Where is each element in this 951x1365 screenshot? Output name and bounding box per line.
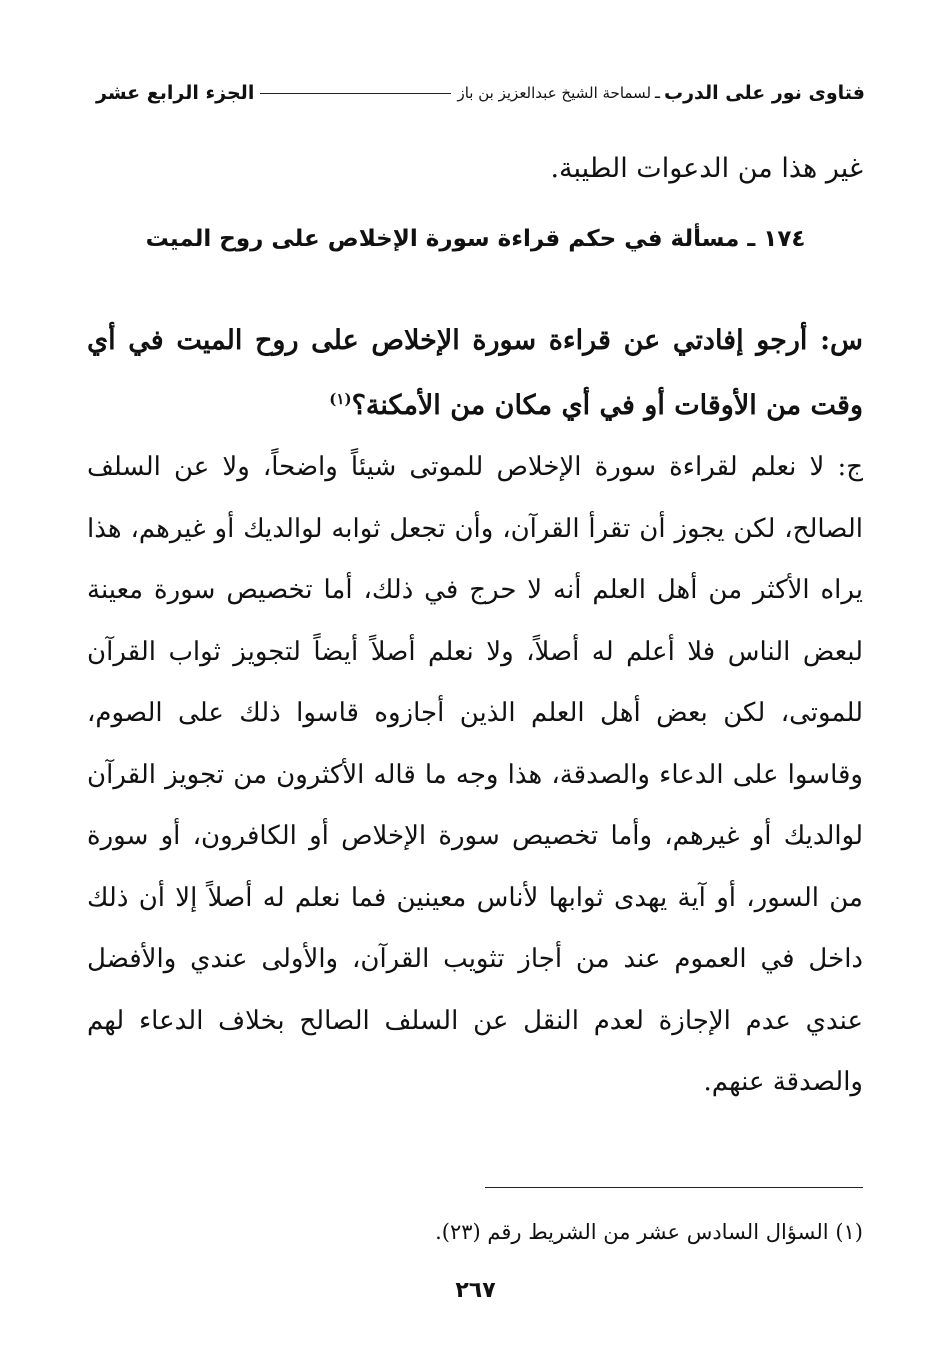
footnote-separator: [485, 1187, 863, 1188]
header-separator: ـ: [655, 83, 660, 103]
footnote-number: (١): [835, 1220, 863, 1244]
previous-text: غير هذا من الدعوات الطيبة.: [550, 153, 863, 184]
question-text: س: أرجو إفادتي عن قراءة سورة الإخلاص على روح الميت في أي وقت من الأوقات أو في أي مكان من الأمكنة؟: [87, 325, 863, 421]
footnote-text: السؤال السادس عشر من الشريط رقم (٢٣).: [435, 1220, 829, 1244]
page-number: ٢٦٧: [455, 1278, 496, 1303]
running-header: [96, 78, 865, 108]
header-rule: [260, 93, 451, 94]
header-volume: الجزء الرابع عشر: [96, 82, 255, 104]
question-footnote-ref: (١): [329, 390, 352, 408]
header-author: لسماحة الشيخ عبدالعزيز بن باز: [457, 84, 652, 102]
section-title: ١٧٤ ـ مسألة في حكم قراءة سورة الإخلاص على روح الميت: [145, 226, 806, 252]
question-paragraph: [87, 312, 863, 435]
answer-paragraph: ج: لا نعلم لقراءة سورة الإخلاص للموتى شيئاً واضحاً، ولا عن السلف الصالح، لكن يجوز أن تقرأ القرآن، وأن تجعل ثوابه لوالديك أو غيرهم، هذا يراه الأكثر من أهل العلم أنه لا حرج في ذلك، أما تخصيص سورة معينة لبعض الناس فلا أعلم له أصلاً، ولا نعلم أصلاً أيضاً لتجويز ثواب القرآن للموتى، لكن بعض أهل العلم الذين أجازوه قاسوا ذلك على الصوم، وقاسوا على الدعاء والصدقة، هذا وجه ما قاله الأكثرون من تجويز القرآن لوالديك أو غيرهم، وأما تخصيص سورة الإخلاص أو الكافرون، أو سورة من السور، أو آية يهدى ثوابها لأناس معينين فما نعلم له أصلاً إلا أن ذلك داخل في العموم عند من أجاز تثويب القرآن، والأولى عندي والأفضل عندي عدم الإجازة لعدم النقل عن السلف الصالح بخلاف الدعاء لهم والصدقة عنهم.: [87, 452, 863, 1097]
header-book-title: فتاوى نور على الدرب: [664, 82, 865, 104]
footnote: [263, 1216, 863, 1248]
